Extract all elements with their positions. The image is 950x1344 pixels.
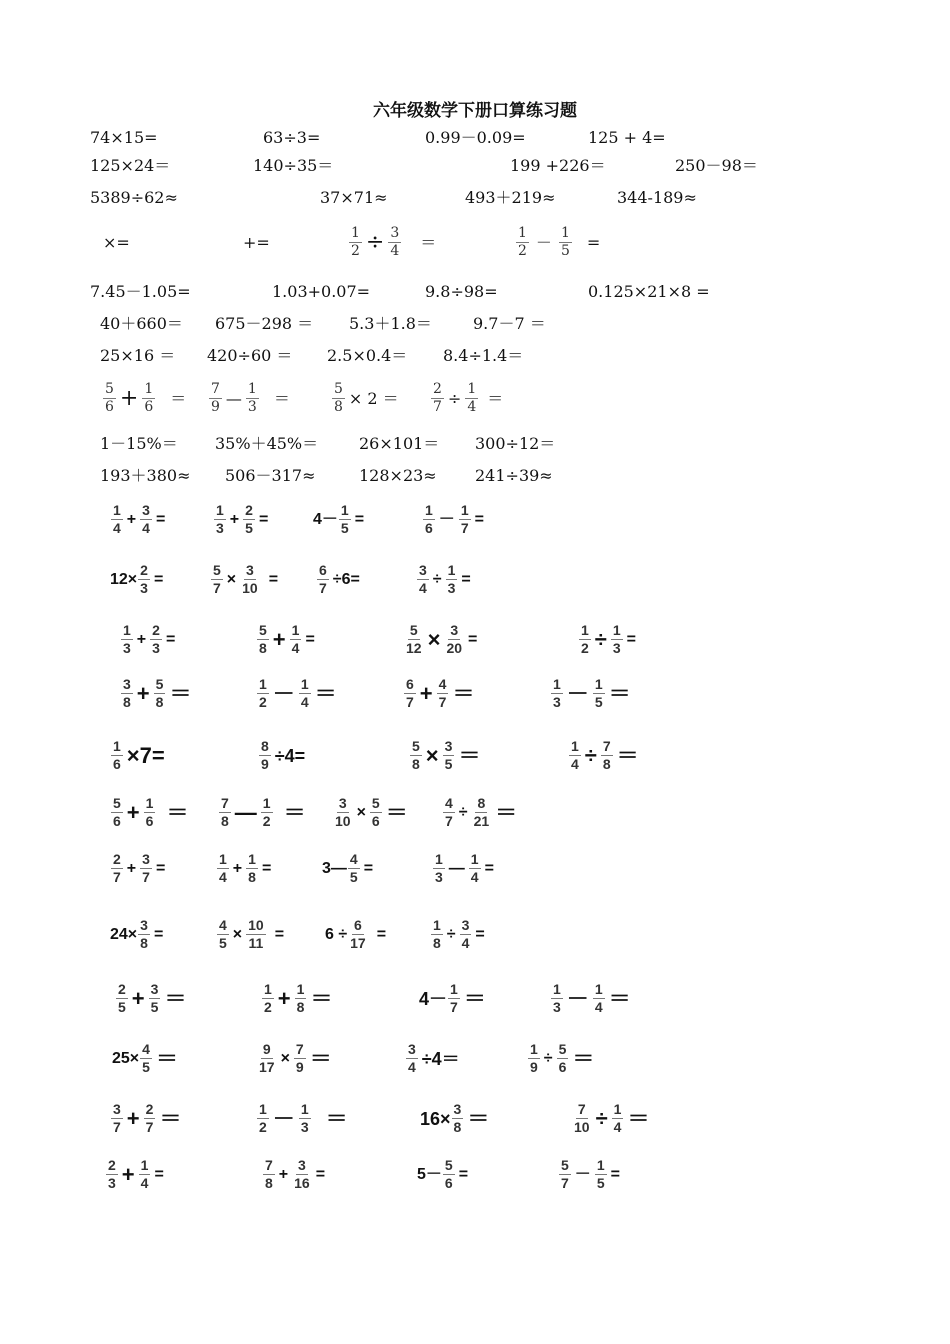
fraction: $\frac{7}{9}$ <box>295 1041 304 1075</box>
problem-text: 9.8÷98= <box>425 282 498 301</box>
fraction: $\frac{2}{7}$ <box>113 851 121 885</box>
fraction: $\frac{5}{8}$ <box>155 676 164 710</box>
problem-fraction: $\frac{1}{4}$ + $\frac{1}{8}$ = <box>219 851 272 885</box>
fraction: $\frac{5}{7}$ <box>561 1157 569 1191</box>
fraction: $\frac{3}{4}$ <box>408 1041 416 1075</box>
fraction: $\frac{3}{8}$ <box>453 1101 462 1135</box>
fraction: $\frac{1}{8}$ <box>296 981 305 1015</box>
problem-fraction-subtraction: $\frac{1}{2}$ － $\frac{1}{5}$ = <box>518 225 601 259</box>
problem-fraction: $\frac{7}{8}$ — $\frac{1}{2}$ ＝ <box>221 795 306 829</box>
fraction: $\frac{3}{10}$ <box>335 795 351 829</box>
fraction: $\frac{4}{5}$ <box>219 917 227 951</box>
problem-fraction: 5－ $\frac{5}{6}$ = <box>417 1157 469 1191</box>
problem-text: 9.7－7 ＝ <box>473 314 546 333</box>
problem-fraction: $\frac{8}{9}$ ÷4= <box>261 738 306 772</box>
fraction: $\frac{3}{5}$ <box>150 981 159 1015</box>
problem-text: 241÷39≈ <box>475 466 553 485</box>
fraction: $\frac{2}{3}$ <box>108 1157 116 1191</box>
problem-fraction: 25× $\frac{4}{5}$ ＝ <box>112 1041 178 1075</box>
problem-fraction: $\frac{2}{7}$ ÷ $\frac{1}{4}$ ＝ <box>433 381 504 415</box>
problem-fraction: $\frac{1}{3}$ — $\frac{1}{4}$ = <box>435 851 494 885</box>
problem-fraction: 24× $\frac{3}{8}$ = <box>110 917 164 951</box>
problem-fraction: $\frac{1}{3}$ － $\frac{1}{4}$ ＝ <box>553 981 631 1015</box>
problem-fraction: $\frac{5}{7}$ × $\frac{3}{10}$ = <box>213 562 279 596</box>
problem-fraction: $\frac{1}{8}$ ÷ $\frac{3}{4}$ = <box>433 917 485 951</box>
fraction: $\frac{1}{4}$ <box>300 676 309 710</box>
problem-text: 26×101＝ <box>359 434 440 453</box>
problem-fraction: $\frac{7}{8}$ + $\frac{3}{16}$ = <box>265 1157 326 1191</box>
problem-fraction: $\frac{4}{7}$ ÷ $\frac{8}{21}$ ＝ <box>445 795 518 829</box>
problem-text: 675－298 ＝ <box>215 314 314 333</box>
problem-text: 125×24＝ <box>90 156 171 175</box>
fraction: $\frac{2}{7}$ <box>433 381 442 415</box>
fraction: $\frac{1}{3}$ <box>447 562 456 596</box>
fraction: $\frac{1}{8}$ <box>433 917 441 951</box>
fraction: $\frac{2}{5}$ <box>245 502 253 536</box>
problem-text: 5.3＋1.8＝ <box>349 314 432 333</box>
fraction: $\frac{1}{2}$ <box>518 225 527 259</box>
problem-fraction: $\frac{5}{7}$ － $\frac{1}{5}$ = <box>561 1157 620 1191</box>
problem-fraction: $\frac{3}{4}$ ÷ $\frac{1}{3}$ = <box>419 562 471 596</box>
fraction: $\frac{5}{6}$ <box>444 1157 453 1191</box>
fraction: $\frac{7}{9}$ <box>211 381 220 415</box>
problem-fraction: $\frac{5}{6}$ + $\frac{1}{6}$ ＝ <box>113 795 189 829</box>
problem-fraction: 6 ÷ $\frac{6}{17}$ = <box>325 917 387 951</box>
problem-text: 250－98＝ <box>675 156 758 175</box>
fraction: $\frac{1}{3}$ <box>553 981 561 1015</box>
problem-fraction: $\frac{6}{7}$ + $\frac{4}{7}$ ＝ <box>406 676 475 710</box>
fraction: $\frac{1}{4}$ <box>219 851 227 885</box>
fraction: $\frac{1}{4}$ <box>113 502 121 536</box>
fraction: $\frac{1}{4}$ <box>594 981 603 1015</box>
fraction: $\frac{1}{2}$ <box>259 1101 267 1135</box>
problem-fraction: 3— $\frac{4}{5}$ = <box>322 851 374 885</box>
fraction: $\frac{4}{5}$ <box>349 851 358 885</box>
fraction: $\frac{1}{8}$ <box>248 851 256 885</box>
problem-text: 25×16 ＝ <box>100 346 176 365</box>
fraction: $\frac{3}{8}$ <box>123 676 131 710</box>
fraction: $\frac{3}{4}$ <box>419 562 427 596</box>
problem-fraction: $\frac{1}{3}$ + $\frac{2}{3}$ = <box>123 622 176 656</box>
problem-fraction: $\frac{3}{4}$ ÷4＝ <box>408 1041 460 1075</box>
problem-text: 1.03+0.07= <box>272 282 371 301</box>
fraction: $\frac{1}{4}$ <box>470 851 479 885</box>
problem-fraction: 12× $\frac{2}{3}$ = <box>110 562 164 596</box>
fraction: $\frac{3}{4}$ <box>390 225 400 259</box>
problem-fraction-division: $\frac{1}{2}$ ÷ $\frac{3}{4}$ ＝ <box>351 225 437 259</box>
fraction: $\frac{1}{2}$ <box>351 225 360 259</box>
fraction: $\frac{1}{6}$ <box>144 381 154 415</box>
problem-text: 140÷35＝ <box>253 156 334 175</box>
problem-fraction: 4－ $\frac{1}{7}$ ＝ <box>419 981 486 1015</box>
fraction: $\frac{1}{9}$ <box>530 1041 538 1075</box>
fraction: $\frac{1}{4}$ <box>613 1101 622 1135</box>
fraction: $\frac{1}{3}$ <box>435 851 443 885</box>
fraction: $\frac{6}{7}$ <box>406 676 414 710</box>
problem-fraction: $\frac{1}{6}$ ×7= <box>113 738 165 772</box>
problem-fraction: $\frac{5}{8}$ × 2 ＝ <box>334 381 399 415</box>
fraction: $\frac{3}{4}$ <box>142 502 150 536</box>
fraction: $\frac{5}{7}$ <box>213 562 221 596</box>
problem-fraction: $\frac{1}{9}$ ÷ $\frac{5}{6}$ ＝ <box>530 1041 595 1075</box>
fraction: $\frac{1}{3}$ <box>612 622 621 656</box>
problem-text: 1－15%＝ <box>100 434 178 453</box>
fraction: $\frac{5}{6}$ <box>113 795 121 829</box>
problem-fraction: $\frac{5}{8}$ × $\frac{3}{5}$ ＝ <box>412 738 481 772</box>
fraction: $\frac{5}{12}$ <box>406 622 422 656</box>
problem-fraction: $\frac{1}{2}$ － $\frac{1}{4}$ ＝ <box>259 676 337 710</box>
fraction: $\frac{5}{6}$ <box>371 795 380 829</box>
problem-fraction: $\frac{9}{17}$ × $\frac{7}{9}$ ＝ <box>259 1041 332 1075</box>
fraction: $\frac{1}{2}$ <box>262 795 271 829</box>
fraction: $\frac{3}{20}$ <box>446 622 463 656</box>
fraction: $\frac{1}{5}$ <box>560 225 570 259</box>
problem-text: 37×71≈ <box>320 188 388 207</box>
fraction: $\frac{1}{3}$ <box>216 502 224 536</box>
fraction: $\frac{7}{8}$ <box>602 738 611 772</box>
fraction: $\frac{1}{5}$ <box>596 1157 605 1191</box>
fraction: $\frac{2}{3}$ <box>140 562 148 596</box>
fraction: $\frac{1}{2}$ <box>264 981 272 1015</box>
problem-text: 300÷12＝ <box>475 434 556 453</box>
fraction: $\frac{5}{6}$ <box>558 1041 567 1075</box>
problem-text: 40＋660＝ <box>100 314 183 333</box>
fraction: $\frac{6}{17}$ <box>350 917 366 951</box>
fraction: $\frac{1}{4}$ <box>291 622 300 656</box>
problem-text: 5389÷62≈ <box>90 188 178 207</box>
problem-text: 63÷3= <box>263 128 321 147</box>
problem-fraction: $\frac{5}{8}$ + $\frac{1}{4}$ = <box>259 622 315 656</box>
problem-fraction: $\frac{2}{7}$ + $\frac{3}{7}$ = <box>113 851 166 885</box>
fraction: $\frac{10}{11}$ <box>248 917 264 951</box>
fraction: $\frac{1}{6}$ <box>145 795 154 829</box>
problem-text: 420÷60 ＝ <box>207 346 293 365</box>
problem-fraction: $\frac{2}{5}$ + $\frac{3}{5}$ ＝ <box>118 981 187 1015</box>
problem-text: 506－317≈ <box>225 466 316 485</box>
problem-text: 0.125×21×8 = <box>588 282 710 301</box>
fraction: $\frac{1}{7}$ <box>450 981 458 1015</box>
fraction: $\frac{1}{4}$ <box>140 1157 149 1191</box>
problem-text: 193＋380≈ <box>100 466 191 485</box>
problem-text: 74×15= <box>90 128 158 147</box>
problem-text: 35%＋45%＝ <box>215 434 319 453</box>
fraction: $\frac{3}{4}$ <box>461 917 470 951</box>
problem-text: 0.99－0.09= <box>425 128 526 147</box>
problem-fraction: 4－ $\frac{1}{5}$ = <box>313 502 365 536</box>
fraction: $\frac{1}{2}$ <box>259 676 267 710</box>
problem-fraction: $\frac{1}{6}$ － $\frac{1}{7}$ = <box>425 502 484 536</box>
fraction: $\frac{7}{8}$ <box>265 1157 273 1191</box>
fraction: $\frac{1}{4}$ <box>571 738 579 772</box>
problem-text: 125 + 4= <box>588 128 666 147</box>
fraction: $\frac{1}{3}$ <box>553 676 561 710</box>
fraction: $\frac{7}{8}$ <box>221 795 229 829</box>
problem-text: 2.5×0.4＝ <box>327 346 408 365</box>
fraction: $\frac{3}{7}$ <box>142 851 150 885</box>
fraction: $\frac{1}{7}$ <box>460 502 469 536</box>
problem-fraction: $\frac{7}{10}$ ÷ $\frac{1}{4}$ ＝ <box>574 1101 650 1135</box>
problem-fraction: $\frac{3}{7}$ + $\frac{2}{7}$ ＝ <box>113 1101 182 1135</box>
problem-fraction: $\frac{3}{8}$ + $\frac{5}{8}$ ＝ <box>123 676 192 710</box>
problem-fraction: $\frac{1}{3}$ + $\frac{2}{5}$ = <box>216 502 269 536</box>
problem-fraction: $\frac{1}{3}$ － $\frac{1}{5}$ ＝ <box>553 676 631 710</box>
problem-fraction: $\frac{5}{12}$ × $\frac{3}{20}$ = <box>406 622 478 656</box>
fraction: $\frac{4}{7}$ <box>445 795 453 829</box>
fraction: $\frac{3}{16}$ <box>294 1157 310 1191</box>
page-title: 六年级数学下册口算练习题 <box>373 101 577 121</box>
fraction: $\frac{1}{3}$ <box>247 381 257 415</box>
problem-fraction: 16× $\frac{3}{8}$ ＝ <box>420 1101 490 1135</box>
problem-text: 199 +226＝ <box>510 156 606 175</box>
fraction: $\frac{6}{7}$ <box>319 562 327 596</box>
fraction: $\frac{2}{5}$ <box>118 981 126 1015</box>
problem-text: 128×23≈ <box>359 466 437 485</box>
fraction: $\frac{1}{6}$ <box>425 502 433 536</box>
fraction: $\frac{3}{7}$ <box>113 1101 121 1135</box>
fraction: $\frac{1}{3}$ <box>123 622 131 656</box>
problem-fraction: $\frac{4}{5}$ × $\frac{10}{11}$ = <box>219 917 285 951</box>
fraction: $\frac{4}{5}$ <box>142 1041 150 1075</box>
problem-fraction: $\frac{6}{7}$ ÷6= <box>319 562 360 596</box>
fraction: $\frac{1}{6}$ <box>113 738 121 772</box>
fraction: $\frac{8}{9}$ <box>261 738 269 772</box>
fraction: $\frac{3}{10}$ <box>242 562 258 596</box>
problem-fraction: $\frac{1}{4}$ ÷ $\frac{7}{8}$ ＝ <box>571 738 639 772</box>
fraction: $\frac{9}{17}$ <box>259 1041 275 1075</box>
fraction: $\frac{2}{7}$ <box>145 1101 154 1135</box>
fraction: $\frac{3}{8}$ <box>140 917 148 951</box>
problem-fraction: $\frac{1}{2}$ － $\frac{1}{3}$ ＝ <box>259 1101 348 1135</box>
fraction: $\frac{1}{5}$ <box>340 502 349 536</box>
problem-fraction: $\frac{1}{2}$ + $\frac{1}{8}$ ＝ <box>264 981 333 1015</box>
problem-fraction: $\frac{1}{2}$ ÷ $\frac{1}{3}$ = <box>581 622 637 656</box>
problem-text: 344-189≈ <box>617 188 697 207</box>
problem-fraction: $\frac{7}{9}$ — $\frac{1}{3}$ ＝ <box>211 381 290 415</box>
problem-fraction: $\frac{1}{4}$ + $\frac{3}{4}$ = <box>113 502 166 536</box>
problem-text: ×= <box>103 233 130 252</box>
fraction: $\frac{4}{7}$ <box>438 676 447 710</box>
fraction: $\frac{2}{3}$ <box>152 622 160 656</box>
fraction: $\frac{5}{8}$ <box>259 622 267 656</box>
fraction: $\frac{5}{8}$ <box>412 738 420 772</box>
fraction: $\frac{8}{21}$ <box>473 795 490 829</box>
problem-fraction: $\frac{3}{10}$ × $\frac{5}{6}$ ＝ <box>335 795 408 829</box>
fraction: $\frac{1}{2}$ <box>581 622 589 656</box>
problem-text: += <box>243 233 270 252</box>
problem-text: 7.45－1.05= <box>90 282 191 301</box>
problem-text: 8.4÷1.4＝ <box>443 346 524 365</box>
problem-text: 493＋219≈ <box>465 188 556 207</box>
fraction: $\frac{5}{6}$ <box>105 381 114 415</box>
problem-fraction: $\frac{2}{3}$ + $\frac{1}{4}$ = <box>108 1157 164 1191</box>
fraction: $\frac{3}{5}$ <box>444 738 453 772</box>
problem-fraction: $\frac{5}{6}$ + $\frac{1}{6}$ ＝ <box>105 381 187 415</box>
fraction: $\frac{5}{8}$ <box>334 381 343 415</box>
fraction: $\frac{7}{10}$ <box>574 1101 590 1135</box>
fraction: $\frac{1}{4}$ <box>467 381 477 415</box>
fraction: $\frac{1}{3}$ <box>300 1101 309 1135</box>
fraction: $\frac{1}{5}$ <box>594 676 603 710</box>
